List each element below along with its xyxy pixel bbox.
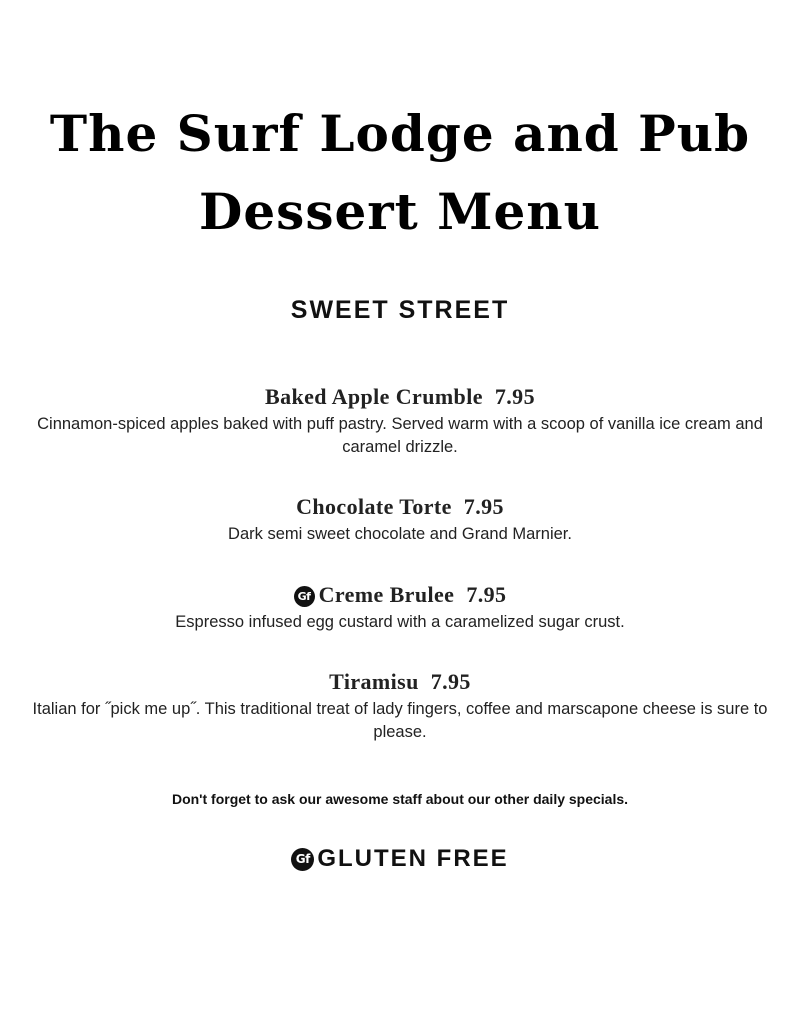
- menu-item-price: 7.95: [463, 494, 504, 519]
- menu-item-price: 7.95: [466, 582, 507, 607]
- gluten-free-legend-label: GLUTEN FREE: [317, 845, 509, 872]
- gluten-free-icon: Gf: [294, 586, 315, 607]
- menu-item-baked-apple-crumble: [30, 383, 770, 459]
- menu-item-tiramisu: [30, 668, 770, 744]
- gluten-free-legend: [0, 845, 800, 873]
- menu-item-price: 7.95: [494, 384, 535, 409]
- menu-item-heading: [30, 668, 770, 696]
- menu-item-heading: [30, 383, 770, 411]
- menu-item-name: Chocolate Torte: [296, 494, 452, 519]
- menu-title-dessert: Dessert Menu: [199, 182, 601, 241]
- menu-item-heading: [30, 581, 770, 609]
- menu-item-description: Espresso infused egg custard with a caramelized sugar crust.: [175, 613, 625, 631]
- menu-item-price: 7.95: [430, 669, 471, 694]
- menu-item-description: Italian for ˝pick me up˝. This traditional treat of lady fingers, coffee and marscapone cheese is sure to please.: [32, 700, 768, 741]
- gluten-free-icon: Gf: [291, 848, 314, 871]
- menu-item-name: Baked Apple Crumble: [265, 384, 483, 409]
- menu-item-name: Tiramisu: [329, 669, 419, 694]
- menu-title-restaurant: The Surf Lodge and Pub: [49, 104, 751, 163]
- specials-note: Don't forget to ask our awesome staff about our other daily specials.: [171, 791, 629, 807]
- menu-item-description: Cinnamon-spiced apples baked with puff pastry. Served warm with a scoop of vanilla ice cream and caramel drizzle.: [37, 415, 763, 456]
- menu-item-creme-brulee: [30, 581, 770, 634]
- menu-item-description: Dark semi sweet chocolate and Grand Marnier.: [228, 525, 572, 543]
- menu-item-chocolate-torte: [30, 493, 770, 546]
- section-title: SWEET STREET: [290, 296, 510, 324]
- menu-item-name: Creme Brulee: [318, 582, 455, 607]
- menu-item-heading: [30, 493, 770, 521]
